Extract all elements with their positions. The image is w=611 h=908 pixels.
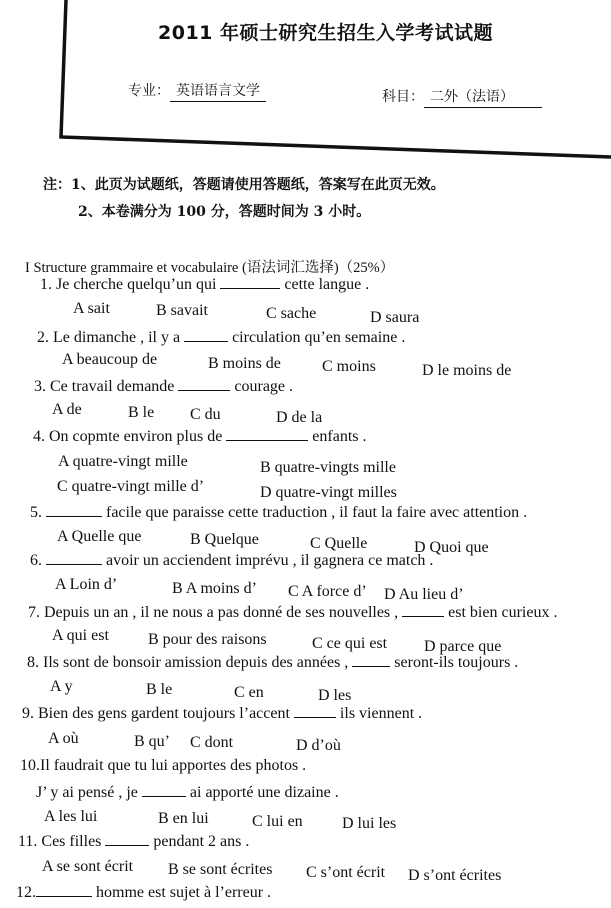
- answer-blank: [352, 654, 390, 667]
- answer-blank: [226, 428, 308, 441]
- option: A Quelle que: [57, 528, 142, 545]
- question-text: 8. Ils sont de bonsoir amission depuis des années ,: [27, 654, 349, 671]
- subject-value: 二外（法语）: [424, 86, 542, 108]
- option: B moins de: [208, 355, 281, 372]
- option: C lui en: [252, 813, 303, 830]
- question-text: circulation qu’en semaine .: [232, 329, 406, 346]
- question-text: courage .: [234, 378, 294, 395]
- option: C s’ont écrit: [306, 864, 386, 881]
- question-1: [40, 276, 369, 294]
- option: D quatre-vingt milles: [260, 484, 397, 501]
- option: C ce qui est: [312, 635, 388, 652]
- question-text: est bien curieux .: [448, 604, 558, 621]
- question-text: seront-ils toujours .: [394, 654, 519, 671]
- option: C dont: [190, 734, 234, 751]
- option: A beaucoup de: [62, 351, 158, 368]
- option: D de la: [276, 409, 323, 426]
- question-text: 5.: [30, 504, 42, 521]
- subject-label: 科目：: [382, 89, 424, 105]
- question-12: [16, 884, 271, 902]
- answer-blank: [178, 378, 230, 391]
- question-text: 2. Le dimanche , il y a: [37, 329, 181, 346]
- question-text: ils viennent .: [339, 705, 423, 722]
- question-6: [30, 552, 433, 570]
- option: B le: [146, 681, 173, 698]
- notes: [43, 172, 445, 226]
- answer-blank: [36, 884, 92, 897]
- option: A y: [50, 678, 73, 695]
- question-10: [20, 757, 306, 775]
- option: B pour des raisons: [148, 631, 267, 648]
- option: A Loin d’: [55, 576, 118, 593]
- answer-blank: [294, 705, 336, 718]
- major-field: [128, 80, 266, 102]
- option: B Quelque: [190, 531, 259, 548]
- option: B savait: [156, 302, 208, 319]
- question-9: [22, 705, 422, 723]
- option: A de: [52, 401, 82, 418]
- option: A se sont écrit: [42, 858, 134, 875]
- question-text: enfants .: [312, 428, 367, 445]
- option: A sait: [73, 300, 110, 317]
- question-8: [27, 654, 518, 672]
- question-7: [28, 604, 557, 622]
- question-text: 12.: [16, 884, 36, 901]
- option: D d’où: [296, 737, 341, 754]
- question-text: homme est sujet à l’erreur .: [96, 884, 272, 901]
- option: C moins: [322, 358, 376, 375]
- question-text: 4. On copmte environ plus de: [33, 428, 223, 445]
- major-value: 英语语言文学: [170, 80, 266, 102]
- option: B quatre-vingts mille: [260, 459, 396, 476]
- question-text: facile que paraisse cette traduction , il faut la faire avec attention .: [106, 504, 528, 521]
- option: D s’ont écrites: [408, 867, 502, 884]
- option: C quatre-vingt mille d’: [57, 478, 205, 495]
- option: A qui est: [52, 627, 109, 644]
- option: B A moins d’: [172, 580, 257, 597]
- answer-blank: [46, 504, 102, 517]
- question-text: 9. Bien des gens gardent toujours l’accent: [22, 705, 290, 722]
- note-2: 2、本卷满分为 100 分，答题时间为 3 小时。: [78, 204, 371, 220]
- option: C en: [234, 684, 264, 701]
- exam-title: 2011 年硕士研究生招生入学考试试题: [158, 22, 493, 44]
- option: C A force d’: [288, 583, 367, 600]
- option: B le: [128, 404, 155, 421]
- option: D les: [318, 687, 352, 704]
- question-text: 7. Depuis un an , il ne nous a pas donné de ses nouvelles ,: [28, 604, 399, 621]
- question-3: [34, 378, 293, 396]
- question-5: [30, 504, 527, 522]
- question-text: J’ y ai pensé , je: [36, 784, 138, 801]
- option: D parce que: [424, 638, 502, 655]
- option: C du: [190, 406, 221, 423]
- question-text: 6.: [30, 552, 42, 569]
- question-2: [37, 329, 405, 347]
- option: A quatre-vingt mille: [58, 453, 188, 470]
- answer-blank: [220, 276, 280, 289]
- question-4: [33, 428, 367, 446]
- option: B qu’: [134, 733, 170, 750]
- option: D Au lieu d’: [384, 586, 464, 603]
- option: B se sont écrites: [168, 861, 273, 878]
- major-label: 专业：: [128, 83, 170, 99]
- question-text: avoir un acciendent imprévu , il gagnera ce match .: [106, 552, 434, 569]
- option: B en lui: [158, 810, 209, 827]
- answer-blank: [402, 604, 444, 617]
- question-text: pendant 2 ans .: [153, 833, 250, 850]
- section-title: I Structure grammaire et vocabulaire (语法词汇选择)（25%）: [25, 260, 395, 276]
- question-text: 10.Il faudrait que tu lui apportes des photos .: [20, 757, 307, 774]
- option: C sache: [266, 305, 317, 322]
- option: D le moins de: [422, 362, 512, 379]
- question-text: 3. Ce travail demande: [34, 378, 175, 395]
- answer-blank: [105, 833, 149, 846]
- question-text: cette langue .: [284, 276, 370, 293]
- answer-blank: [46, 552, 102, 565]
- option: D Quoi que: [414, 539, 489, 556]
- answer-blank: [184, 329, 228, 342]
- question-text: 11. Ces filles: [18, 833, 102, 850]
- question-10-sub: [36, 784, 339, 802]
- option: A les lui: [44, 808, 98, 825]
- option: D lui les: [342, 815, 397, 832]
- subject-field: [382, 86, 542, 108]
- option: A où: [48, 730, 79, 747]
- question-text: 1. Je cherche quelqu’un qui: [40, 276, 217, 293]
- question-text: ai apporté une dizaine .: [189, 784, 339, 801]
- question-11: [18, 833, 249, 851]
- option: D saura: [370, 309, 420, 326]
- note-1: 注：1、此页为试题纸，答题请使用答题纸，答案写在此页无效。: [43, 177, 445, 193]
- answer-blank: [142, 784, 186, 797]
- option: C Quelle: [310, 535, 368, 552]
